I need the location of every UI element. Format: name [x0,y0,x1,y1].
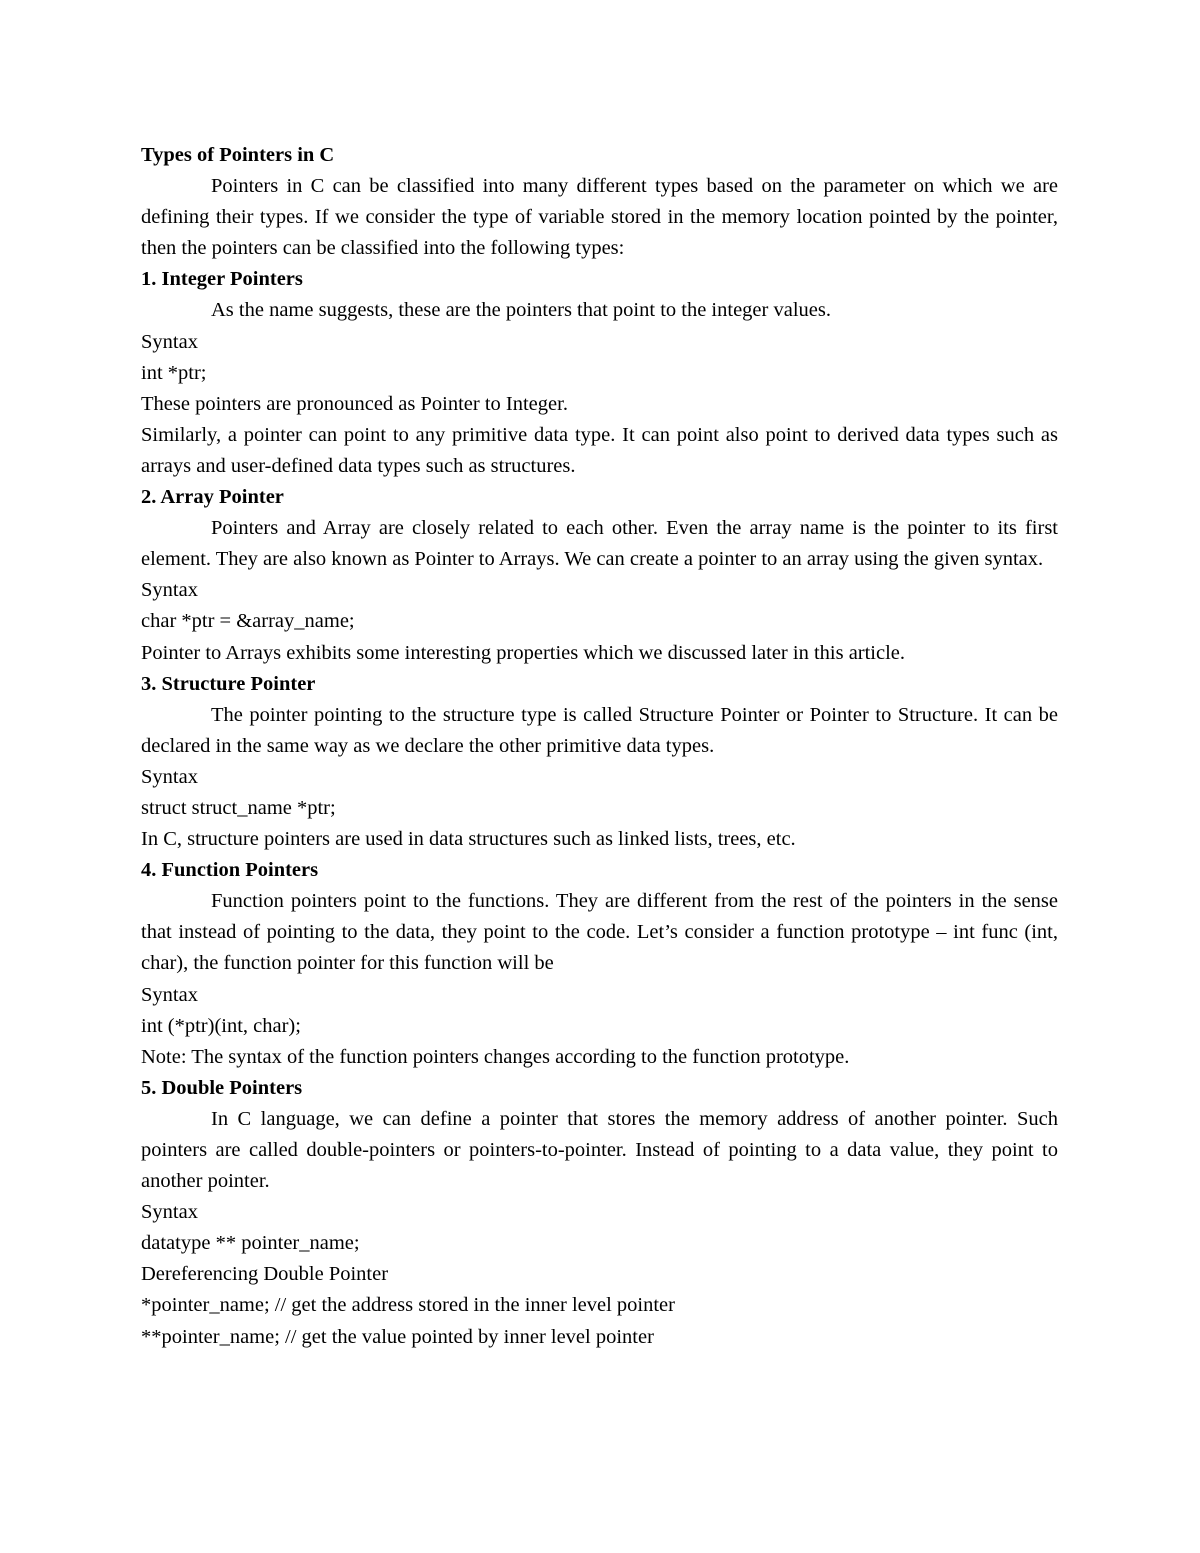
section-note: Pointer to Arrays exhibits some interesting properties which we discussed later in this article. [141,641,906,664]
section-note: **pointer_name; // get the value pointed by inner level pointer [141,1325,654,1348]
section-description: Pointers and Array are closely related to each other. Even the array name is the pointer to its first element. They are also known as Pointer to Arrays. We can create a pointer to an array using the given syntax. [141,517,1058,571]
syntax-code: int *ptr; [141,361,207,384]
section-note: Similarly, a pointer can point to any primitive data type. It can point also point to derived data types such as arrays and user-defined data types such as structures. [141,423,1058,477]
syntax-code: int (*ptr)(int, char); [141,1014,301,1037]
syntax-label: Syntax [141,579,198,602]
section-description: The pointer pointing to the structure type is called Structure Pointer or Pointer to Structure. It can be declared in the same way as we declare the other primitive data types. [141,703,1058,757]
syntax-label: Syntax [141,1201,198,1224]
syntax-code: struct struct_name *ptr; [141,796,336,819]
section-heading: 5. Double Pointers [141,1076,303,1099]
section-heading: 3. Structure Pointer [141,672,316,695]
section-heading: 2. Array Pointer [141,486,284,509]
section-note: In C, structure pointers are used in data structures such as linked lists, trees, etc. [141,828,796,851]
section-description: As the name suggests, these are the pointers that point to the integer values. [211,299,831,322]
section-note: Dereferencing Double Pointer [141,1263,389,1286]
section-integer-pointers [141,264,1058,482]
syntax-label: Syntax [141,983,198,1006]
intro-paragraph: Pointers in C can be classified into many different types based on the parameter on which we are defining their types. If we consider the type of variable stored in the memory location pointed by the pointer, then the pointers can be classified into the following types: [141,175,1058,260]
document-page [141,140,1058,1353]
section-note: *pointer_name; // get the address stored in the inner level pointer [141,1294,675,1317]
document-title: Types of Pointers in C [141,144,335,166]
section-array-pointer [141,482,1058,669]
section-description: In C language, we can define a pointer that stores the memory address of another pointer. Such pointers are called double-pointers or pointers-to-pointer. Instead of pointing to a data value, they point to another pointer. [141,1107,1058,1193]
section-structure-pointer [141,669,1058,856]
section-function-pointers [141,855,1058,1073]
syntax-label: Syntax [141,330,198,353]
section-double-pointers [141,1073,1058,1353]
syntax-code: char *ptr = &array_name; [141,610,355,633]
section-heading: 4. Function Pointers [141,859,319,882]
syntax-code: datatype ** pointer_name; [141,1232,360,1255]
syntax-label: Syntax [141,765,198,788]
section-note: These pointers are pronounced as Pointer to Integer. [141,392,568,415]
section-description: Function pointers point to the functions. They are different from the rest of the pointers in the sense that instead of pointing to the data, they point to the code. Let’s consider a function prototype – int func (int, char), the function pointer for this function will be [141,890,1058,975]
section-heading: 1. Integer Pointers [141,268,303,291]
section-note: Note: The syntax of the function pointers changes according to the function prototype. [141,1045,850,1068]
